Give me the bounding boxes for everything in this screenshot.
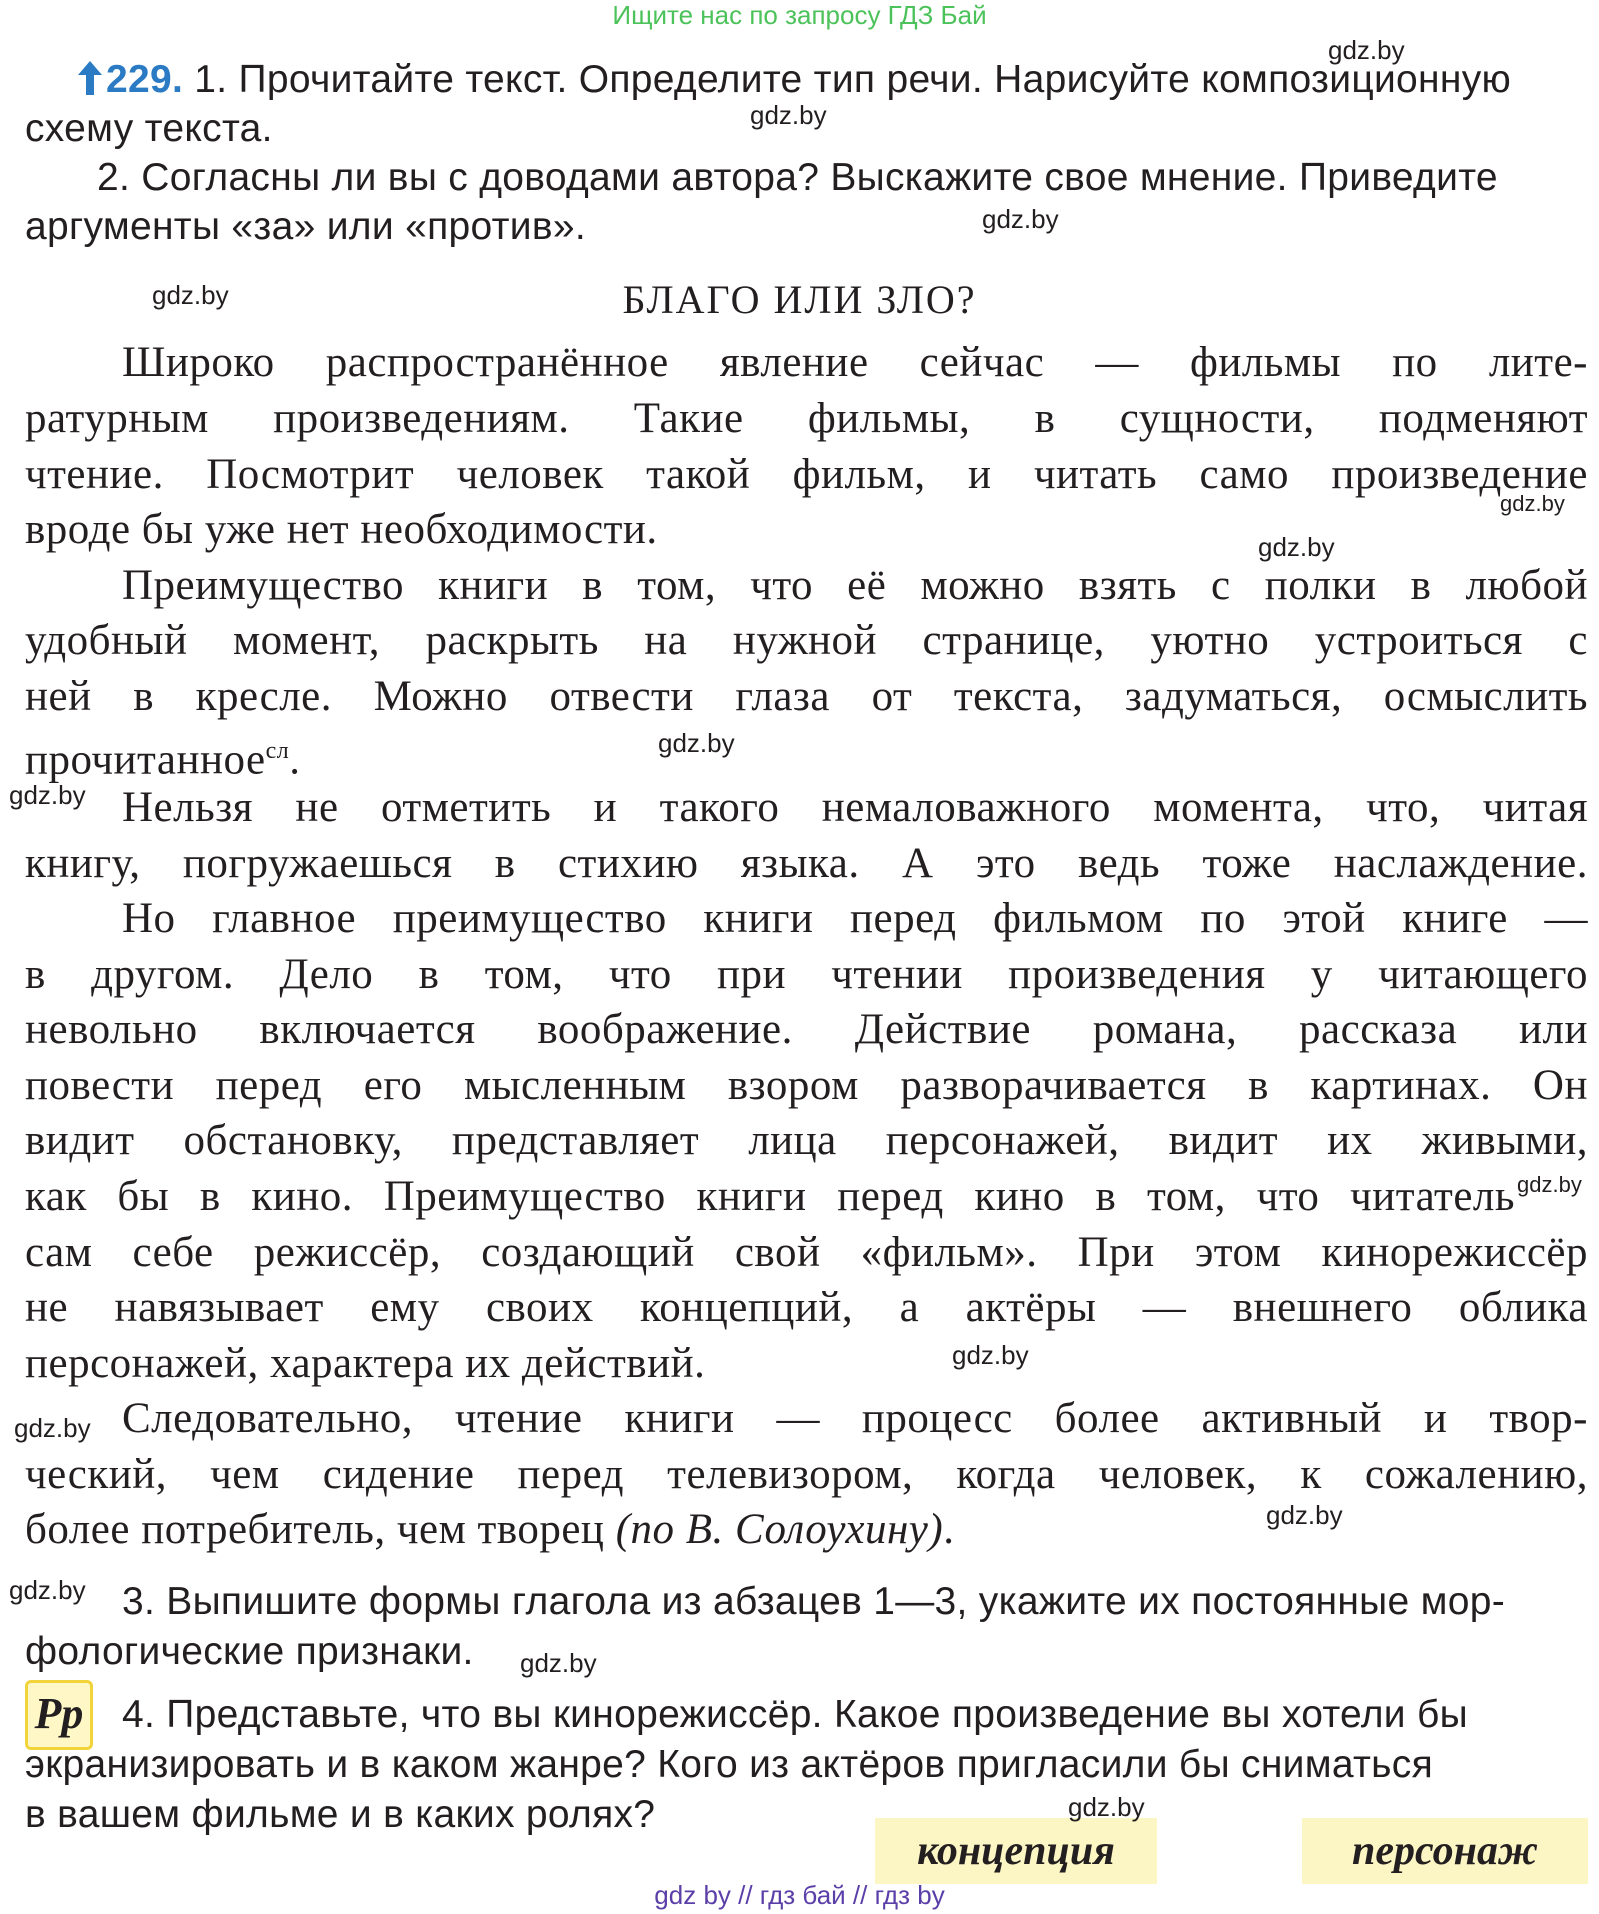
text-title: БЛАГО ИЛИ ЗЛО? (622, 277, 977, 322)
task-4-line-2: экранизировать и в каком жанре? Кого из актёров пригласили бы сниматься (25, 1743, 1434, 1786)
p3-line: Нельзя не отметить и такого немаловажного момента, что, читая (122, 784, 1588, 831)
p4-line: видит обстановку, представляет лица персонажей, видит их живыми, (25, 1117, 1588, 1164)
watermark: gdz.by (1258, 532, 1335, 562)
task-3-line-2: фологические признаки. (25, 1630, 474, 1673)
p4-line: сам себе режиссёр, создающий свой «фильм». При этом кинорежиссёр (25, 1229, 1588, 1276)
watermark: gdz.by (9, 780, 86, 810)
watermark: gdz.by (982, 204, 1059, 234)
p5-line: Следовательно, чтение книги — процесс более активный и твор- (122, 1395, 1588, 1442)
p4-line: как бы в кино. Преимущество книги перед кино в том, что читатель (25, 1173, 1515, 1220)
footnote-mark: сл (265, 738, 290, 764)
p2-line: прочитанное (25, 736, 266, 784)
top-banner[interactable]: Ищите нас по запросу ГДЗ Бай (612, 0, 987, 30)
p4-line: не навязывает ему своих концепций, а актёры — внешнего облика (25, 1284, 1588, 1331)
watermark: gdz.by (1328, 35, 1405, 65)
watermark: gdz.by (1500, 491, 1565, 516)
p2-end: . (289, 736, 301, 784)
p4-line: Но главное преимущество книги перед фильмом по этой книге — (122, 895, 1588, 942)
p4-line: невольно включается воображение. Действие романа, рассказа или (25, 1006, 1588, 1053)
task-4-line-1: 4. Представьте, что вы кинорежиссёр. Какое произведение вы хотели бы (122, 1693, 1468, 1736)
watermark: gdz.by (750, 100, 827, 130)
watermark: gdz.by (152, 280, 229, 310)
p4-line: персонажей, характера их действий. (25, 1340, 706, 1387)
p4-line: повести перед его мысленным взором разворачивается в картинах. Он (25, 1062, 1588, 1109)
p2-line: ней в кресле. Можно отвести глаза от текста, задуматься, осмыслить (25, 673, 1588, 720)
vocabulary-word: персонаж (1302, 1818, 1588, 1884)
footer-links[interactable]: gdz by // гдз бай // гдз by (654, 1880, 945, 1910)
p3-line: книгу, погружаешься в стихию языка. А это ведь тоже наслаждение. (25, 840, 1588, 887)
p4-line: в другом. Дело в том, что при чтении произведения у читающего (25, 951, 1588, 998)
exercise-number: 229. (106, 58, 184, 101)
p1-line: ратурным произведениям. Такие фильмы, в сущности, подменяют (25, 395, 1588, 442)
watermark: gdz.by (1068, 1792, 1145, 1822)
p5-line: более потребитель, чем творец (25, 1506, 605, 1553)
task-3-line-1: 3. Выпишите формы глагола из абзацев 1—3, укажите их постоянные мор- (122, 1580, 1506, 1623)
watermark: gdz.by (1517, 1172, 1582, 1197)
p2-last-line (25, 724, 1588, 788)
task-2-line-2: аргументы «за» или «против». (25, 205, 587, 248)
arrow-up-icon (78, 61, 102, 95)
vocabulary-word: концепция (875, 1818, 1157, 1884)
watermark: gdz.by (1266, 1500, 1343, 1530)
watermark: gdz.by (14, 1413, 91, 1443)
task-2-line-1: 2. Согласны ли вы с доводами автора? Выскажите свое мнение. Приведите (97, 156, 1498, 199)
p1-line: вроде бы уже нет необходимости. (25, 506, 658, 553)
p1-line: чтение. Посмотрит человек такой фильм, и читать само произведение (25, 451, 1588, 498)
p2-line: удобный момент, раскрыть на нужной странице, уютно устроиться с (25, 617, 1588, 664)
p5-last-line (25, 1502, 1588, 1558)
p1-line: Широко распространённое явление сейчас — фильмы по лите- (122, 339, 1588, 386)
task-1-line-2: схему текста. (25, 107, 273, 150)
task-4-line-3: в вашем фильме и в каких ролях? (25, 1793, 656, 1836)
speech-development-icon: Рр (25, 1680, 93, 1750)
watermark: gdz.by (9, 1575, 86, 1605)
watermark: gdz.by (952, 1340, 1029, 1370)
source-attribution: (по В. Солоухину) (615, 1506, 944, 1553)
p5-line: ческий, чем сидение перед телевизором, когда человек, к сожалению, (25, 1451, 1588, 1498)
p5-end: . (943, 1506, 955, 1553)
watermark: gdz.by (658, 728, 735, 758)
task-1-line-1: 1. Прочитайте текст. Определите тип речи. Нарисуйте композиционную (194, 58, 1512, 101)
watermark: gdz.by (520, 1648, 597, 1678)
p2-line: Преимущество книги в том, что её можно взять с полки в любой (122, 562, 1588, 609)
